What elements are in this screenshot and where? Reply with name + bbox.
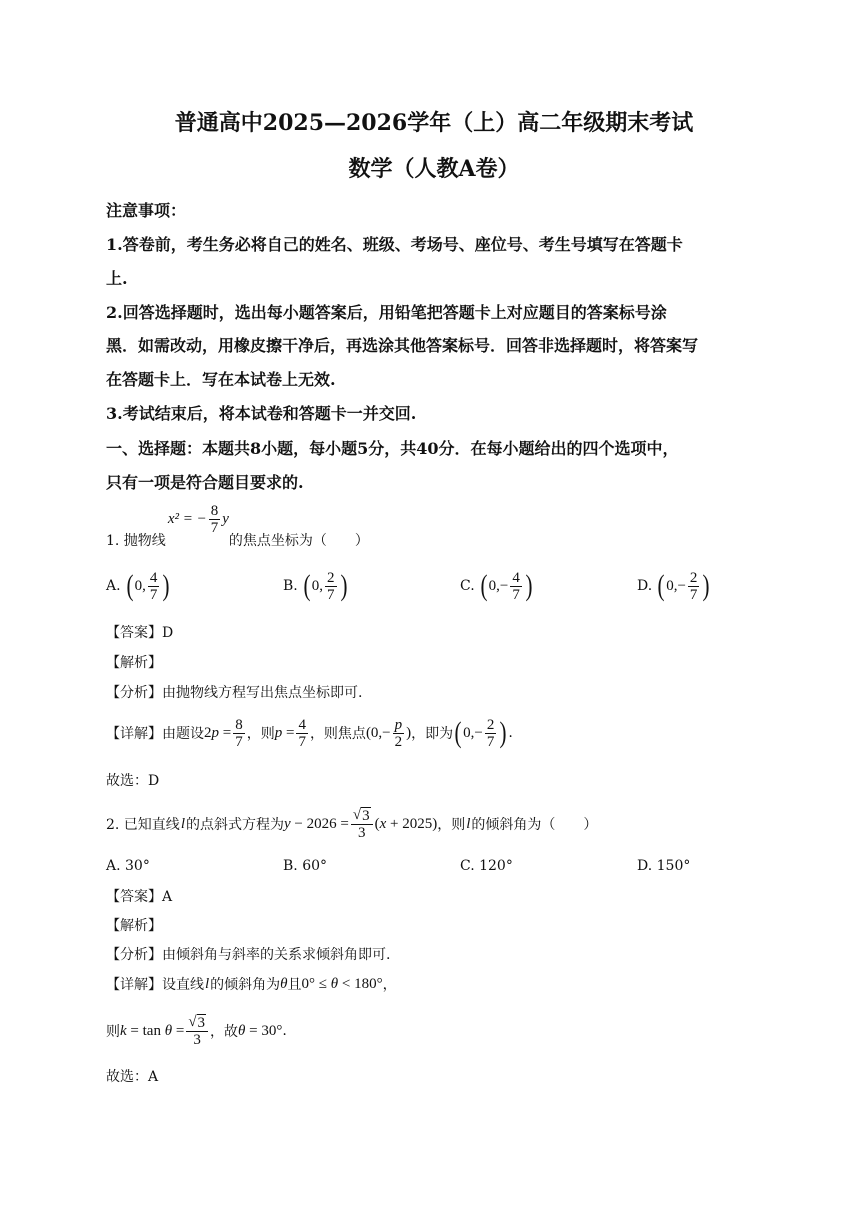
q1-detail-end: . [508, 725, 513, 741]
q1-option-c-value: ( 0, − $\frac{4}{7}$ ) [480, 569, 533, 603]
q2-answer: 【答案】A [106, 889, 173, 905]
q2-detail-result: θ = 30° [238, 1022, 283, 1039]
q1-eq-num: 8 [210, 503, 219, 519]
q2-option-d: D. 150° [637, 858, 691, 874]
section-heading-line-2: 只有一项是符合题目要求的. [106, 473, 304, 492]
q1-detail-eq1: 2 p = $\frac{8}{7}$ [204, 716, 243, 750]
notes-heading: 注意事项： [106, 201, 187, 220]
q1-equation [168, 503, 229, 536]
q1-analysis-tag: 【解析】 [106, 655, 162, 671]
q2-detail1-d: ， [382, 977, 397, 993]
q1-answer: 【答案】D [106, 625, 174, 641]
q2-suffix-b: 的倾斜角为（ ） [471, 817, 598, 833]
question-1 [106, 503, 369, 554]
q2-detail-line-1: 【详解】设直线 l 的倾斜角为 θ 且 0° ≤ θ < 180° ， [106, 975, 397, 993]
q1-option-a-label: A. [106, 578, 121, 594]
q2-line-var-2: l [466, 815, 471, 832]
note-item-2-line-3: 在答题卡上．写在本试卷上无效. [106, 370, 336, 389]
q1-option-b [283, 566, 349, 606]
q2-option-c: C. 120° [460, 858, 513, 874]
q2-suffix-a: ，则 [437, 817, 466, 833]
note-item-1-line-1: 1.答卷前，考生务必将自己的姓名、班级、考场号、座位号、考生号填写在答题卡 [106, 235, 683, 254]
q2-detail-line-var: l [205, 975, 210, 992]
q2-analysis: 【分析】由倾斜角与斜率的关系求倾斜角即可. [106, 947, 391, 963]
q2-detail2-c: . [282, 1023, 287, 1039]
q2-line-var: l [180, 815, 185, 832]
q1-eq-fraction [209, 503, 221, 536]
q2-detail2-b: ，故 [210, 1024, 239, 1040]
q2-option-b: B. 60° [283, 858, 328, 874]
q2-mid: 的点斜式方程为 [185, 817, 284, 833]
q1-option-d [637, 566, 711, 606]
q1-eq-den: 7 [210, 520, 219, 536]
q2-detail-slope: k = tan θ = √ 3 3 [120, 1014, 210, 1048]
q1-choice: 故选：D [106, 773, 160, 789]
note-item-1-line-2: 上. [106, 269, 128, 288]
q2-choice: 故选：A [106, 1069, 159, 1085]
exam-subtitle: 数学（人教A卷） [348, 156, 520, 182]
q2-option-a: A. 30° [106, 858, 150, 874]
q1-detail-tag: 【详解】由题设 [106, 726, 204, 742]
q1-option-c-label: C. [460, 578, 475, 594]
q2-detail1-c: 且 [287, 977, 302, 993]
q1-detail-mid2: ，则焦点 [309, 726, 366, 742]
q1-detail [106, 710, 513, 756]
q1-prefix: 1. 抛物线 [106, 533, 166, 549]
note-item-2-line-2: 黑．如需改动，用橡皮擦干净后，再选涂其他答案标号．回答非选择题时，将答案写 [106, 336, 699, 355]
question-2 [106, 800, 597, 848]
q1-eq-var: y [222, 511, 229, 527]
q1-option-a-value: ( 0, $\frac{4}{7}$ ) [126, 569, 170, 603]
q1-suffix: 的焦点坐标为（ ） [228, 533, 369, 549]
q1-eq-lhs: x² = − [167, 511, 207, 527]
q2-detail1-b: 的倾斜角为 [210, 977, 281, 993]
note-item-3-line-1: 3.考试结束后，将本试卷和答题卡一并交回. [106, 404, 417, 423]
q1-option-a [106, 566, 171, 606]
q1-detail-mid1: ，则 [246, 726, 275, 742]
q1-option-d-label: D. [637, 578, 653, 594]
q1-detail-eq4: ( 0,− $\frac{2}{7}$ ) [454, 716, 507, 750]
q2-detail2-a: 则 [106, 1024, 120, 1040]
q2-prefix: 2. 已知直线 [106, 817, 180, 833]
q2-analysis-tag: 【解析】 [106, 918, 162, 934]
q1-detail-eq2: p = $\frac{4}{7}$ [274, 716, 306, 750]
q1-option-c [460, 566, 534, 606]
section-heading-line-1: 一、选择题：本题共8小题，每小题5分，共40分．在每小题给出的四个选项中， [106, 439, 679, 458]
exam-title: 普通高中2025—2026学年（上）高二年级期末考试 [174, 110, 694, 136]
q2-equation: y − 2026 = √ 3 3 ( x + 2025) [283, 807, 438, 841]
q1-detail-eq3: (0,− $\frac{p}{2}$ ) [365, 716, 412, 750]
q2-detail-line-2 [106, 1006, 287, 1056]
q1-option-b-value: ( 0, $\frac{2}{7}$ ) [303, 569, 347, 603]
note-item-2-line-1: 2.回答选择题时，选出每小题答案后，用铅笔把答题卡上对应题目的答案标号涂 [106, 303, 667, 322]
q1-analysis: 【分析】由抛物线方程写出焦点坐标即可. [106, 685, 363, 701]
q2-detail-range: 0° ≤ θ < 180° [301, 975, 383, 992]
q1-option-b-label: B. [283, 578, 298, 594]
q2-detail1-a: 【详解】设直线 [106, 977, 204, 993]
q1-detail-mid3: ，即为 [411, 726, 454, 742]
q1-option-d-value: ( 0, − $\frac{2}{7}$ ) [657, 569, 710, 603]
